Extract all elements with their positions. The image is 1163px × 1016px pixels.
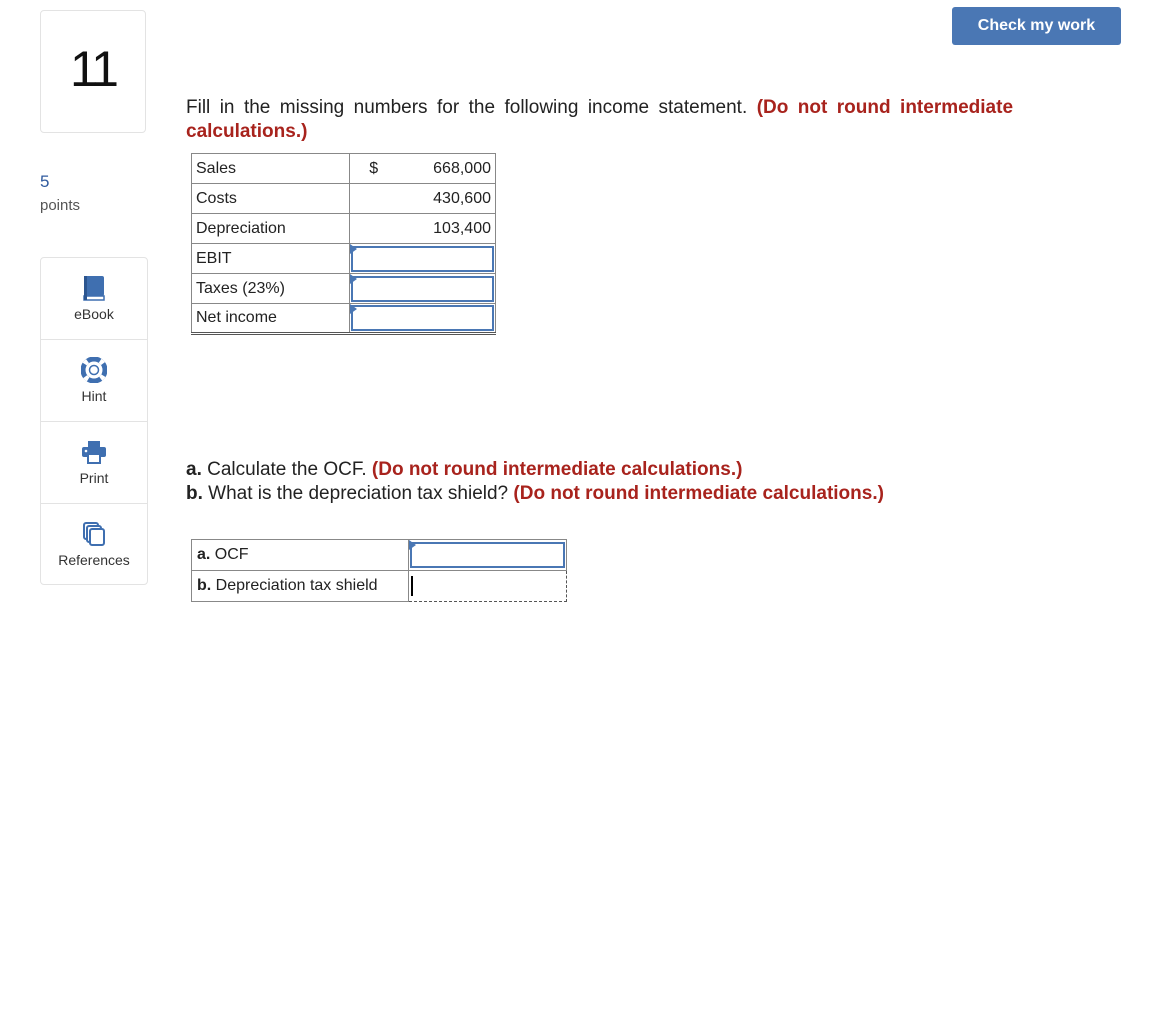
references-label: References <box>58 552 130 568</box>
row-label: Net income <box>192 304 350 334</box>
hint-button[interactable] <box>41 340 147 422</box>
row-label: Costs <box>192 184 350 214</box>
answer-tag: a. <box>197 546 211 563</box>
question-prompt <box>186 96 1013 144</box>
sub-question-note: (Do not round intermediate calculations.) <box>513 483 884 504</box>
tools-panel <box>40 257 148 585</box>
answers-table <box>191 539 567 602</box>
lifebuoy-icon <box>81 356 107 384</box>
points-label: points <box>40 197 81 214</box>
table-row <box>192 214 496 244</box>
print-label: Print <box>79 470 109 486</box>
ocf-input[interactable] <box>410 542 565 568</box>
tax-shield-cell[interactable] <box>409 571 567 602</box>
currency-symbol <box>350 214 398 244</box>
flag-marker-icon <box>350 244 357 254</box>
table-row <box>192 571 567 602</box>
sub-question-a <box>186 458 884 482</box>
sub-questions <box>186 458 884 506</box>
answer-tag: b. <box>197 577 212 594</box>
answer-label <box>192 571 409 602</box>
row-label: Depreciation <box>192 214 350 244</box>
sub-question-tag: b. <box>186 483 203 504</box>
table-row <box>192 304 496 334</box>
table-row <box>192 244 496 274</box>
row-value: 103,400 <box>398 214 496 244</box>
sub-question-text: What is the depreciation tax shield? <box>208 483 509 504</box>
row-value: 430,600 <box>398 184 496 214</box>
book-icon <box>82 274 106 302</box>
question-number: 11 <box>70 40 116 97</box>
answer-label-text: Depreciation tax shield <box>215 577 378 594</box>
prompt-note: (Do not round intermediate calculations.) <box>186 97 1014 142</box>
taxes-cell <box>350 274 496 304</box>
table-row <box>192 540 567 571</box>
row-label: Taxes (23%) <box>192 274 350 304</box>
ebit-input[interactable] <box>351 246 494 272</box>
sub-question-b <box>186 482 884 506</box>
references-button[interactable] <box>41 504 147 586</box>
printer-icon <box>81 438 107 466</box>
sub-question-text: Calculate the OCF. <box>207 459 367 480</box>
currency-symbol: $ <box>350 154 398 184</box>
row-label: EBIT <box>192 244 350 274</box>
text-cursor <box>411 576 413 596</box>
net-income-cell <box>350 304 496 334</box>
table-row <box>192 154 496 184</box>
income-statement-table <box>191 153 496 335</box>
ebit-cell <box>350 244 496 274</box>
check-my-work-button[interactable]: Check my work <box>952 7 1121 45</box>
answer-label-text: OCF <box>214 546 249 563</box>
table-row <box>192 184 496 214</box>
row-label: Sales <box>192 154 350 184</box>
ebook-label: eBook <box>74 306 114 322</box>
currency-symbol <box>350 184 398 214</box>
prompt-text: Fill in the missing numbers for the following income statement. <box>186 97 748 118</box>
sub-question-note: (Do not round intermediate calculations.) <box>371 459 743 480</box>
flag-marker-icon <box>409 540 416 550</box>
ocf-cell <box>409 540 567 571</box>
table-row <box>192 274 496 304</box>
row-value: 668,000 <box>398 154 496 184</box>
flag-marker-icon <box>350 304 357 314</box>
points-value: 5 <box>40 172 50 191</box>
print-button[interactable] <box>41 422 147 504</box>
sub-question-tag: a. <box>186 459 202 480</box>
hint-label: Hint <box>81 388 107 404</box>
taxes-input[interactable] <box>351 276 494 302</box>
net-income-input[interactable] <box>351 305 494 331</box>
question-number-box <box>40 10 146 133</box>
flag-marker-icon <box>350 274 357 284</box>
documents-icon <box>81 520 107 548</box>
ebook-button[interactable] <box>41 258 147 340</box>
answer-label <box>192 540 409 571</box>
